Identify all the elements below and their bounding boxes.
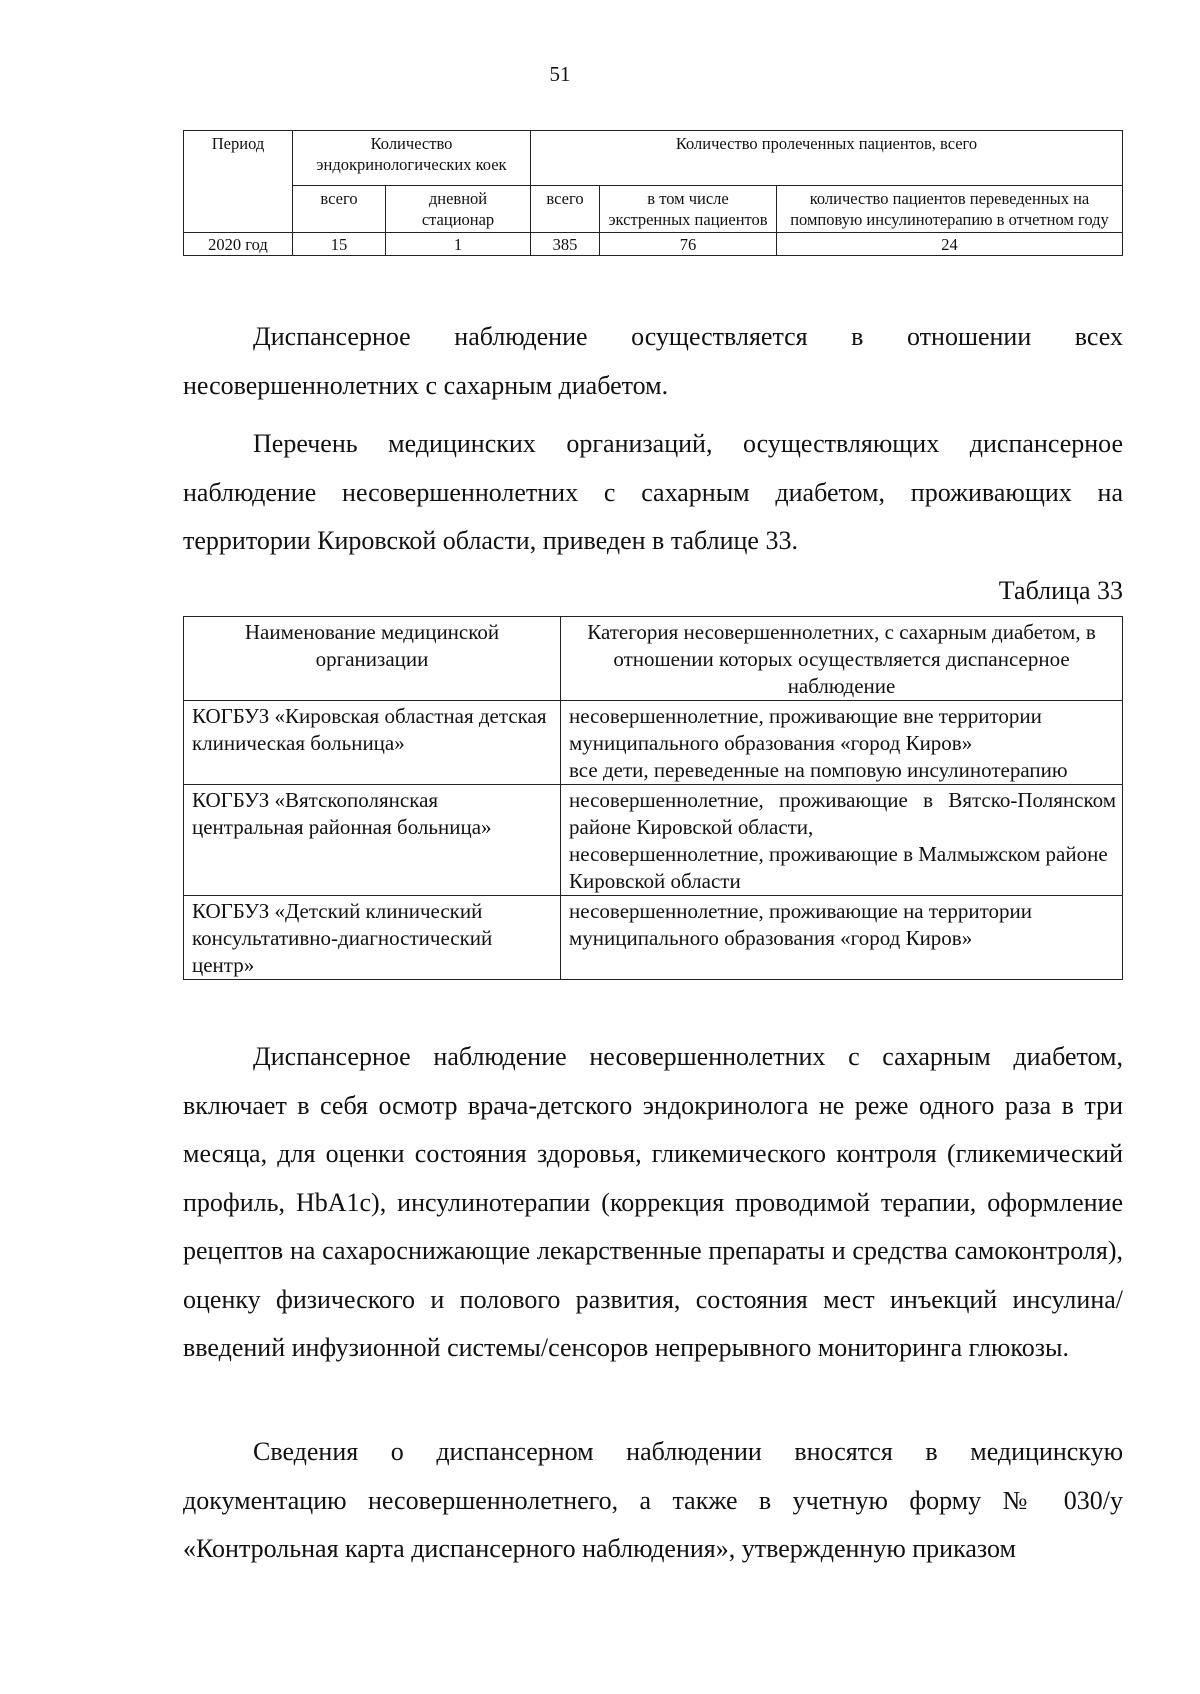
category-text: все дети, переведенные на помповую инсулинотерапию	[569, 758, 1068, 782]
cell-period: 2020 год	[184, 233, 293, 256]
category-cell	[561, 701, 1123, 785]
category-text: несовершеннолетние, проживающие в Вятско-Полянском районе Кировской области,	[569, 788, 1116, 839]
sub-beds-total: всего	[293, 186, 386, 233]
org-name: КОГБУЗ «Вятскополянская центральная районная больница»	[184, 785, 561, 896]
paragraph-line: несовершеннолетних с сахарным диабетом.	[183, 370, 669, 400]
paragraph-dispensary	[183, 313, 1123, 410]
cell-pump: 24	[777, 233, 1123, 256]
cell-beds-total: 15	[293, 233, 386, 256]
header-org: Наименование медицинской организации	[184, 617, 561, 701]
table-row	[184, 896, 1123, 980]
category-text: несовершеннолетние, проживающие на территории муниципального образования «город Киров»	[569, 899, 1032, 950]
sub-treated-emergency: в том числе экстренных пациентов	[600, 186, 777, 233]
header-treated: Количество пролеченных пациентов, всего	[531, 131, 1123, 186]
table-row	[184, 701, 1123, 785]
category-cell	[561, 896, 1123, 980]
paragraph-observation-scope: Диспансерное наблюдение несовершеннолетних с сахарным диабетом, включает в себя осмотр врача-детского эндокринолога не реже одного раза в три месяца, для оценки состояния здоровья, гликемического контроля (гликемический профиль, HbA1c), инсулинотерапии (коррекция проводимой терапии, оформление рецептов на сахароснижающие лекарственные препараты и средства самоконтроля), оценку физического и полового развития, состояния мест инъекций инсулина/введений инфузионной системы/сенсоров непрерывного мониторинга глюкозы.	[183, 1042, 1123, 1362]
header-beds: Количество эндокринологических коек	[293, 131, 531, 186]
page-number: 51	[549, 62, 571, 86]
table-row	[184, 233, 1123, 256]
header-period: Период	[184, 131, 293, 233]
category-text: несовершеннолетние, проживающие в Малмыжском районе Кировской области	[569, 842, 1108, 893]
paragraph-line: Диспансерное наблюдение осуществляется в отношении всех	[253, 322, 1123, 351]
org-name: КОГБУЗ «Детский клинический консультативно-диагностический центр»	[184, 896, 561, 980]
paragraph-records: Сведения о диспансерном наблюдении вносятся в медицинскую документацию несовершеннолетнего, а также в учетную форму № 030/у «Контрольная карта диспансерного наблюдения», утвержденную приказом	[183, 1437, 1123, 1563]
table-row	[184, 785, 1123, 896]
sub-treated-total: всего	[531, 186, 600, 233]
cell-treated-total: 385	[531, 233, 600, 256]
beds-table	[183, 130, 1123, 256]
category-cell	[561, 785, 1123, 896]
header-category: Категория несовершеннолетних, с сахарным диабетом, в отношении которых осуществляется диспансерное наблюдение	[561, 617, 1123, 701]
organizations-table	[183, 616, 1123, 980]
table-caption: Таблица 33	[998, 576, 1123, 605]
cell-emergency: 76	[600, 233, 777, 256]
org-name: КОГБУЗ «Кировская областная детская клиническая больница»	[184, 701, 561, 785]
sub-beds-day: дневной стационар	[386, 186, 531, 233]
paragraph-list-intro: Перечень медицинских организаций, осуществляющих диспансерное наблюдение несовершеннолетних с сахарным диабетом, проживающих на территории Кировской области, приведен в таблице 33.	[183, 429, 1123, 555]
sub-treated-pump: количество пациентов переведенных на помповую инсулинотерапию в отчетном году	[777, 186, 1123, 233]
cell-beds-day: 1	[386, 233, 531, 256]
category-text: несовершеннолетние, проживающие вне территории муниципального образования «город Киров»	[569, 704, 1042, 755]
